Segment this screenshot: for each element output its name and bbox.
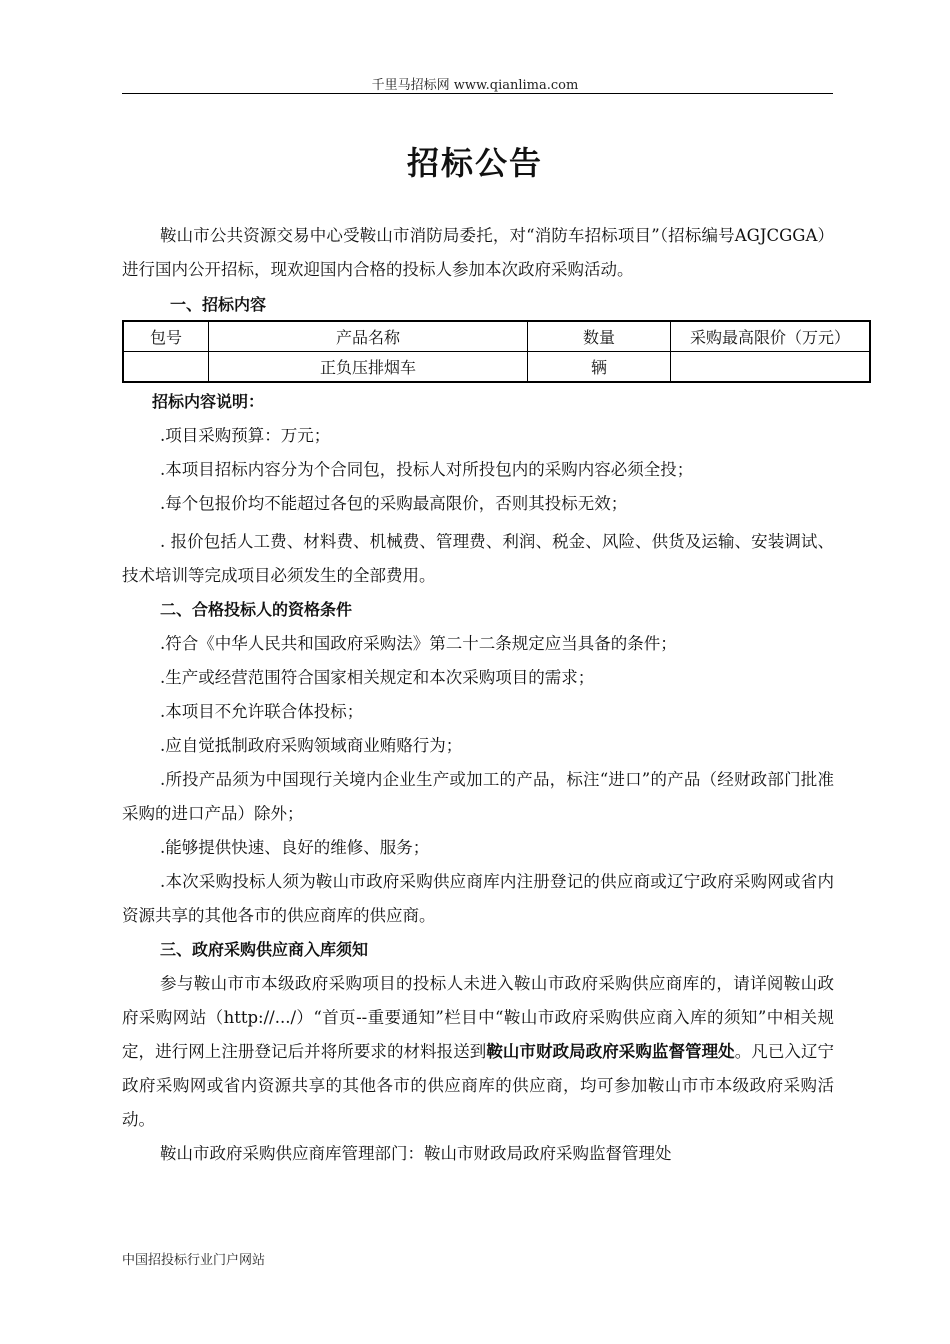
intro-block	[122, 219, 834, 287]
dept-line: 鞍山市政府采购供应商库管理部门：鞍山市财政局政府采购监督管理处	[160, 1144, 672, 1163]
table-header-row	[123, 321, 870, 352]
table-header-cell: 数量	[528, 321, 671, 352]
table-header-cell: 采购最高限价（万元）	[671, 321, 871, 352]
list-item: .生产或经营范围符合国家相关规定和本次采购项目的需求；	[160, 668, 595, 687]
section2-heading: 二、合格投标人的资格条件	[160, 600, 353, 619]
table-cell: 辆	[528, 352, 671, 383]
table-row	[123, 352, 870, 383]
section3-heading: 三、政府采购供应商入库须知	[160, 940, 369, 959]
list-item: .本次采购投标人须为鞍山市政府采购供应商库内注册登记的供应商或辽宁政府采购网或省内资源共享的其他各市的供应商库的供应商。	[122, 872, 834, 925]
page-footer: 中国招投标行业门户网站	[122, 1253, 266, 1268]
list-item: . 报价包括人工费、材料费、机械费、管理费、利润、税金、风险、供货及运输、安装调试、技术培训等完成项目必须发生的全部费用。	[122, 532, 834, 585]
list-item: .项目采购预算：万元；	[160, 426, 331, 445]
table-cell	[671, 352, 871, 383]
notes-heading: 招标内容说明：	[152, 392, 265, 411]
table-cell	[123, 352, 209, 383]
section3-paragraph	[122, 967, 834, 1137]
header-divider	[122, 93, 833, 94]
intro-paragraph: 鞍山市公共资源交易中心受鞍山市消防局委托，对“消防车招标项目”（招标编号AGJCGGA）进行国内公开招标，现欢迎国内合格的投标人参加本次政府采购活动。	[122, 226, 834, 279]
list-item: .本项目不允许联合体投标；	[160, 702, 364, 721]
page-title: 招标公告	[406, 144, 543, 182]
section3-bold-office: 鞍山市财政局政府采购监督管理处	[486, 1042, 735, 1061]
section1-notes	[122, 385, 834, 1171]
list-item: .应自觉抵制政府采购领域商业贿赂行为；	[160, 736, 463, 755]
list-item: .所投产品须为中国现行关境内企业生产或加工的产品，标注“进口”的产品（经财政部门批准采购的进口产品）除外；	[122, 770, 834, 823]
section3-text-after: 。凡已入辽宁政府采购网或省内资源共享的其他各市的供应商库的供应商，均可参加鞍山市市本级政府采购活动。	[122, 1042, 835, 1129]
list-item: .每个包报价均不能超过各包的采购最高限价，否则其投标无效；	[160, 494, 628, 513]
section3-text-before: 参与鞍山市市本级政府采购项目的投标人未进入鞍山市政府采购供应商库的，请详阅鞍山政府采购网站（http://.../）“首页--重要通知”栏目中“鞍山市政府采购供应商入库的须知”中相关规定，进行网上注册登记后并将所要求的材料报送到	[122, 974, 834, 1061]
list-item: .符合《中华人民共和国政府采购法》第二十二条规定应当具备的条件；	[160, 634, 677, 653]
list-item: .本项目招标内容分为个合同包，投标人对所投包内的采购内容必须全投；	[160, 460, 694, 479]
table-header-cell: 产品名称	[209, 321, 528, 352]
list-item: .能够提供快速、良好的维修、服务；	[160, 838, 430, 857]
items-table	[122, 320, 871, 383]
section1-heading: 一、招标内容	[170, 295, 267, 314]
section1-heading-block	[122, 290, 834, 320]
page-header: 千里马招标网 www.qianlima.com	[371, 78, 579, 93]
table-header-cell: 包号	[123, 321, 209, 352]
table-cell: 正负压排烟车	[209, 352, 528, 383]
